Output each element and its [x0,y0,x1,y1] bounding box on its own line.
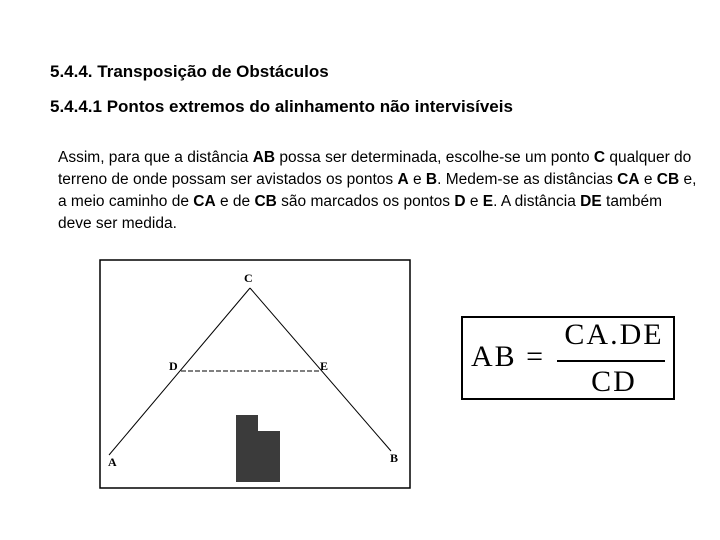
bold-term: DE [580,193,602,210]
text-run: também deve ser medida. [58,193,663,232]
text-run: são marcados os pontos [276,193,455,210]
bold-term: CA [617,171,640,188]
bold-term: A [397,171,409,188]
text-run: e de [215,193,255,210]
bold-term: CB [254,193,277,210]
bold-term: C [593,149,606,166]
text-run: . A distância [493,193,581,210]
bold-term: AB [252,149,276,166]
point-label-c: C [244,271,253,285]
body-paragraph [58,147,698,235]
bold-term: B [425,171,438,188]
point-label-d: D [169,359,178,373]
bold-term: CA [193,193,216,210]
text-run: e, a meio caminho de [58,171,697,210]
text-run: qualquer do terreno de onde possam ser avistados os pontos [58,149,692,188]
text-run: e [639,171,657,188]
formula-lhs: AB = [471,340,546,373]
subsection-heading: 5.4.4.1 Pontos extremos do alinhamento não intervisíveis [50,97,513,116]
side-ca [109,288,250,455]
text-run: Assim, para que a distância [58,149,253,166]
text-run: e [408,171,426,188]
bold-term: D [454,193,466,210]
point-label-b: B [390,451,399,465]
bold-term: E [482,193,494,210]
formula-numerator: CA.DE [564,318,664,351]
section-heading: 5.4.4. Transposição de Obstáculos [50,62,329,81]
formula-box [461,316,675,400]
formula-denominator: CD [591,365,637,398]
point-label-a: A [108,455,117,469]
text-run: possa ser determinada, escolhe-se um ponto [275,149,594,166]
obstacle-step [258,431,280,482]
obstacle [236,415,258,482]
triangle-diagram [99,259,411,489]
bold-term: CB [656,171,680,188]
point-label-e: E [320,359,329,373]
fraction-bar [557,360,665,362]
text-run: e [465,193,483,210]
text-run: . Medem-se as distâncias [437,171,618,188]
